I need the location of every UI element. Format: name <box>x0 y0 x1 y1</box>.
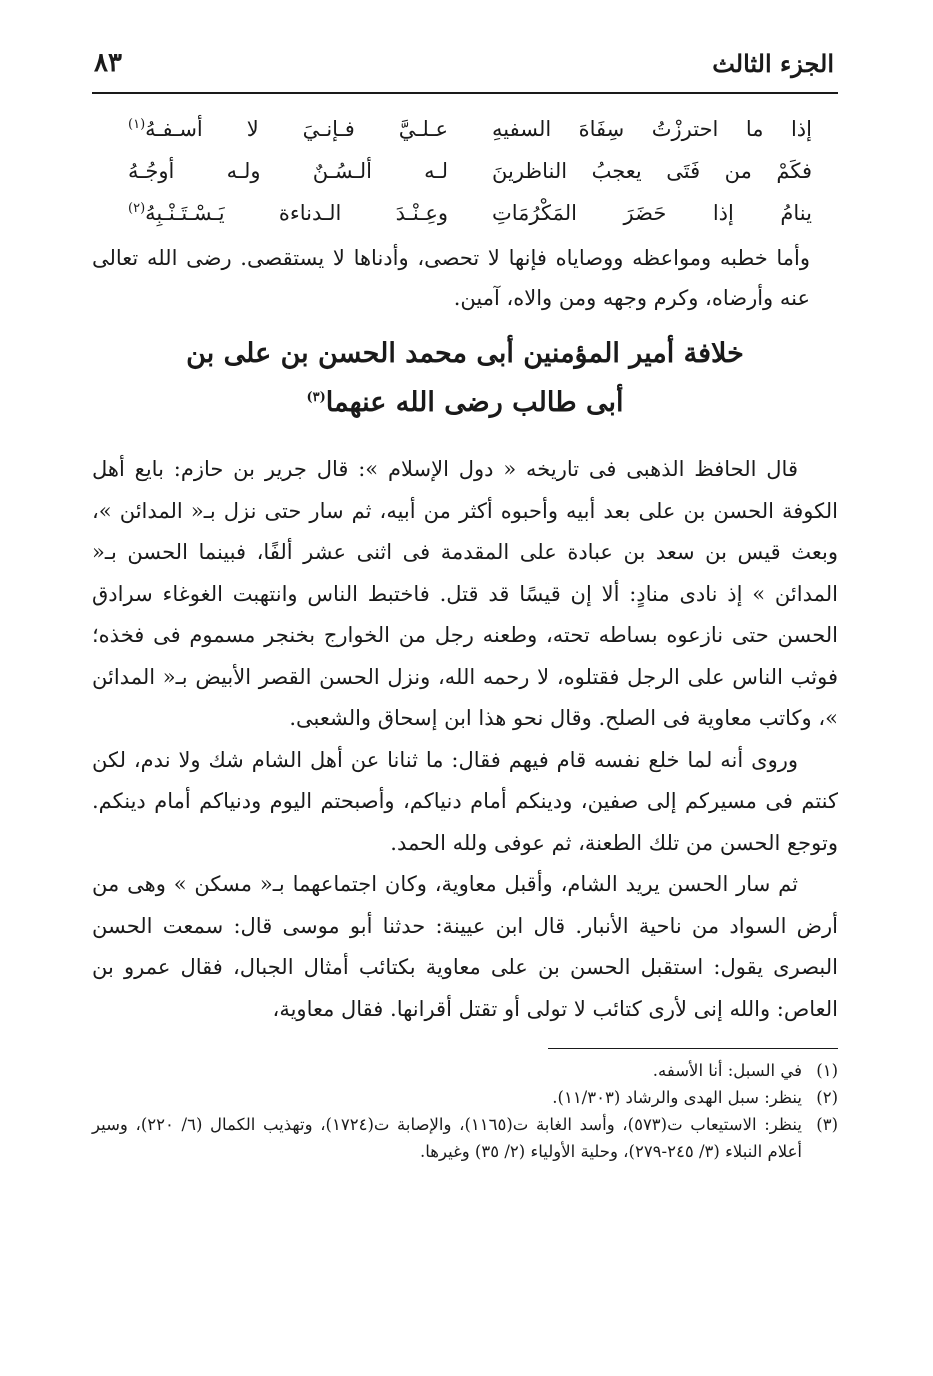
footnote-number: (٢) <box>816 1088 838 1107</box>
footnote-separator <box>548 1048 838 1049</box>
verse-first-hemistich: فكَمْ من فَتَى يعجبُ الناظرينَ <box>492 159 812 183</box>
footnote-marker: (٣) <box>306 390 326 405</box>
page-number: ٨٣ <box>94 48 122 78</box>
poem-verse <box>92 192 838 234</box>
verse-first-hemistich: إذا ما احترزْتُ سِفَاهَ السفيهِ <box>492 117 812 141</box>
section-title <box>92 332 838 425</box>
footnote <box>92 1084 838 1111</box>
footnotes <box>92 1057 838 1165</box>
verse-second-hemistich <box>128 159 448 183</box>
footnote-text: ينظر: الاستيعاب ت(٥٧٣)، وأسد الغابة ت(١١٦٥)، والإصابة ت(١٧٢٤)، وتهذيب الكمال (٦/ ٢٢٠)، وسير أعلام النبلاء (٣/ ٢٤٥-٢٧٩)، وحلية الأولياء (٢/ ٣٥) وغيرها. <box>92 1115 802 1161</box>
body-paragraph: وروى أنه لما خلع نفسه قام فيهم فقال: ما ثنانا عن أهل الشام شك ولا ندم، لكن كنتم فى مسيركم إلى صفين، ودينكم أمام دنياكم، وأصبحتم اليوم ودنياكم أمام دينكم. وتوجع الحسن من تلك الطعنة، ثم عوفى ولله الحمد. <box>92 747 838 855</box>
footnote-marker: (١) <box>128 117 146 132</box>
running-header-title: الجزء الثالث <box>712 49 834 78</box>
poem-verse <box>92 108 838 150</box>
footnote-number: (٣) <box>816 1115 838 1134</box>
footnote-marker: (٢) <box>128 201 146 216</box>
intro-paragraph: وأما خطبه ومواعظه ووصاياه فإنها لا تحصى، وأدناها لا يستقصى. رضى الله تعالى عنه وأرضاه، وكرم وجهه ومن والاه، آمين. <box>92 246 810 310</box>
verse-second-hemistich-text: عـلـيَّ فـإنـيَ لا أسـفـهُ <box>145 117 448 141</box>
body-paragraph: قال الحافظ الذهبى فى تاريخه « دول الإسلام »: قال جرير بن حازم: بايع أهل الكوفة الحسن بن على بعد أبيه وأحبوه أكثر من أبيه، ثم سار حتى نزل بـ« المدائن »، وبعث قيس بن سعد بن عبادة على المقدمة فى اثنى عشر ألفًا، فبينما الحسن بـ« المدائن » إذ نادى منادٍ: ألا إن قيسًا قد قتل. فاختبط الناس وانتهبت الغوغاء سرادق الحسن حتى نازعوه بساطه تحته، وطعنه رجل من الخوارج بخنجر مسموم فى فخذه؛ فوثب الناس على الرجل فقتلوه، لا رحمه الله، ونزل الحسن القصر الأبيض بـ« المدائن »، وكاتب معاوية فى الصلح. وقال نحو هذا ابن إسحاق والشعبى. <box>92 457 838 730</box>
footnote-text: ينظر: سبل الهدى والرشاد (١١/٣٠٣). <box>552 1088 802 1107</box>
section-title-line-2 <box>92 376 838 425</box>
body-text <box>92 449 838 1030</box>
section-title-line-1: خلافة أمير المؤمنين أبى محمد الحسن بن على بن <box>186 338 744 369</box>
footnote-number: (١) <box>816 1061 838 1080</box>
verse-second-hemistich-text: لـه ألـسُـنٌ ولـه أوجُـهُ <box>128 159 448 183</box>
footnote <box>92 1111 838 1165</box>
verse-second-hemistich <box>128 201 448 225</box>
footnote-text: في السبل: أنا الأسفه. <box>652 1061 802 1080</box>
footnote <box>92 1057 838 1084</box>
body-paragraph: ثم سار الحسن يريد الشام، وأقبل معاوية، وكان اجتماعهما بـ« مسكن » وهى من أرض السواد من ناحية الأنبار. قال ابن عيينة: حدثنا أبو موسى قال: سمعت الحسن البصرى يقول: استقبل الحسن بن على معاوية بكتائب أمثال الجبال، فقال عمرو بن العاص: والله إنى لأرى كتائب لا تولى أو تقتل أقرانها. فقال معاوية، <box>92 872 838 1021</box>
book-page <box>92 40 838 1340</box>
poem-verse <box>92 150 838 192</box>
verse-first-hemistich: ينامُ إذا حَضَرَ المَكْرُمَاتِ <box>492 201 812 225</box>
section-title-line-2-text: أبى طالب رضى الله عنهما <box>325 387 624 418</box>
verse-second-hemistich <box>128 117 448 141</box>
running-header <box>92 40 838 94</box>
poem <box>92 108 838 234</box>
verse-second-hemistich-text: وعِـنْـدَ الـدناءة يَـسْـتَـنْـبِهُ <box>145 201 448 225</box>
